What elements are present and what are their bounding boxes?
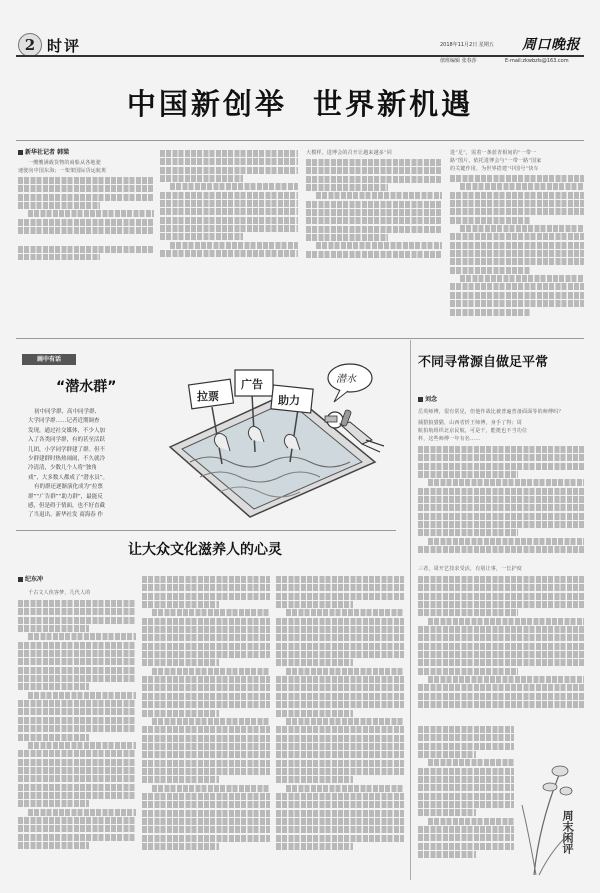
right-article-body-3 — [418, 726, 514, 876]
column-signature — [560, 810, 576, 854]
right-article-title: 不同寻常源自做足平常 — [418, 355, 549, 370]
diver-bubble — [328, 364, 372, 402]
cartoon-bottom-rule — [16, 530, 396, 531]
masthead-logo: 周口晚报 — [522, 37, 580, 53]
cartoon-illustration — [140, 352, 395, 522]
cartoon-title: “潜水群” — [56, 379, 117, 395]
header-date: 2018年11月2日 星期五 — [440, 42, 494, 48]
lead-col3-p1: 大模样。进博会的召开让越来越多“同 — [306, 150, 392, 156]
caption-line: 了当退出。新华社发 商海春 作 — [28, 512, 103, 519]
title-rule — [16, 140, 584, 141]
label-zhuli: 助力 — [278, 394, 300, 407]
right-article-body-2 — [418, 576, 584, 722]
right-article-body — [418, 446, 584, 564]
caption-line: 入了各类同学群，有的甚至活跃 — [28, 437, 106, 444]
orchid-decoration — [514, 735, 584, 880]
middle-byline-text: 纪东冲 — [25, 576, 44, 583]
caption-line: 初中同学群、高中同学群、 — [34, 409, 101, 415]
caption-line: 发现，通过社交媒体，不少人加 — [28, 427, 106, 434]
label-lapiao: 拉票 — [197, 390, 219, 403]
right-line-1: 捕猎狼猎猫，山西省忻王师傅，身手了得；周 — [418, 420, 523, 426]
middle-col2-body — [142, 576, 270, 880]
lead-col4-p1: 进”足”，需着一条蓝青相间的“一带一 — [450, 150, 537, 156]
middle-col3-body — [276, 576, 404, 880]
phone-icon — [170, 392, 375, 517]
cartoon-caption — [28, 408, 150, 521]
section-name: 时评 — [47, 37, 82, 55]
caption-line: 少群建群时热热闹闹，不久就冷 — [28, 456, 106, 463]
caption-line: 群”“广告群”“助力群”，最能反 — [28, 493, 103, 500]
lead-article-title: 中国新创举 世界新机遇 — [126, 87, 474, 121]
lead-bottom-rule — [16, 338, 584, 339]
right-line-4: 三者，周开艺技求受活，有别让事，一长护度 — [418, 566, 523, 572]
lead-col3-body — [306, 159, 442, 267]
page-number: 2 — [24, 36, 36, 54]
caption-line: 感，但是碍于情面，也不好直截 — [28, 503, 106, 510]
header-rule — [16, 55, 584, 57]
cartoon-tag-text: 画中有话 — [36, 356, 61, 363]
lead-col2-body — [160, 150, 298, 268]
middle-byline — [18, 576, 43, 584]
lead-col4-p3: 的关键作用，为世界搭建“中国号”快车 — [450, 166, 539, 172]
lead-byline — [18, 149, 69, 157]
middle-first-line: 千古文人侠客梦，几代人的 — [28, 590, 91, 596]
lead-col4-p2: 路”图片，依托进博会与“一带一路”国家 — [450, 158, 542, 164]
lead-col4-body — [450, 175, 584, 335]
header-editor: 值班编辑 张春莎 — [440, 58, 477, 64]
caption-line: 儿团，小学同学群建了群。但不 — [28, 446, 106, 453]
caption-line: 戏”，大多数人都成了“潜水员”。 — [28, 474, 109, 481]
middle-col1-body — [18, 600, 136, 880]
cartoon-tag — [22, 354, 76, 365]
caption-line: 有的群还逐渐演化成为“拉票 — [34, 484, 103, 491]
lead-col1-continued — [18, 246, 154, 260]
caption-line: 大学同学群……记者近期调查 — [28, 418, 100, 425]
middle-article-title: 让大众文化滋养人的心灵 — [128, 542, 282, 558]
caption-line: 冷清清，少数几个人将“独角 — [28, 465, 97, 472]
label-qianshui: 潜水 — [336, 374, 356, 385]
column-signature-text: 周末闲评 — [561, 810, 574, 854]
lead-col1-p2: 速驶向中国东海；一架架国际货运航班 — [18, 168, 107, 174]
lead-col1-body — [18, 177, 154, 243]
column-rule — [410, 340, 411, 880]
right-line-2: 航拍航组织北京民航，可是干，能挺也不当功位 — [418, 428, 528, 434]
right-byline — [418, 396, 437, 404]
right-line-3: 杯，这些师傅一年有名…… — [418, 436, 481, 442]
lead-byline-text: 新华社记者 韩梁 — [25, 149, 70, 156]
label-guanggao: 广告 — [241, 378, 263, 391]
page-number-badge — [18, 33, 42, 57]
right-byline-text: 刘念 — [425, 396, 438, 403]
right-first-line: 岳英师傅，很有常见，但他作战比被普遍普备面面等的师傅吗？ — [418, 409, 564, 415]
lead-col1-p1: 一艘艘满载货物的商船从各地驶 — [28, 160, 101, 166]
header-email: E-mail:zkwbzls@163.com — [505, 58, 569, 64]
